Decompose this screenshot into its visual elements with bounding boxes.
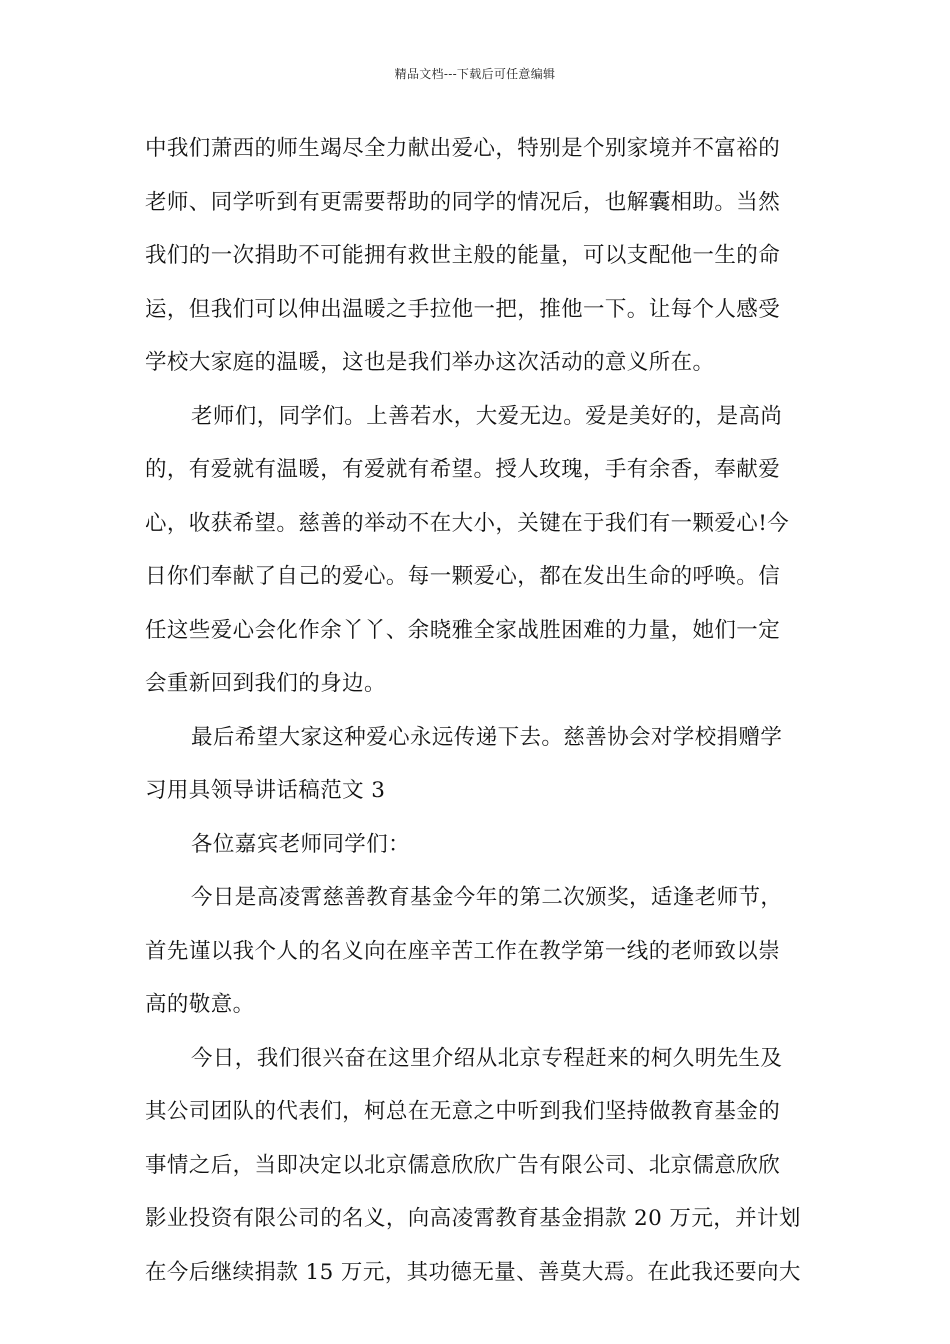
document-body <box>145 122 807 1299</box>
text-line: 学校大家庭的温暖，这也是我们举办这次活动的意义所在。 <box>145 350 715 375</box>
text-line: 中我们萧西的师生竭尽全力献出爱心，特别是个别家境并不富裕的 <box>145 136 781 161</box>
text-line: 老师、同学听到有更需要帮助的同学的情况后，也解囊相助。当然 <box>145 189 781 215</box>
text-line: 其公司团队的代表们，柯总在无意之中听到我们坚持做教育基金的 <box>145 1099 781 1124</box>
paragraph-start-line: 老师们，同学们。上善若水，大爱无边。爱是美好的，是高尚 <box>191 403 783 429</box>
text-line: 任这些爱心会化作余丫丫、余晓雅全家战胜困难的力量，她们一定 <box>145 617 781 643</box>
text-line: 首先谨以我个人的名义向在座辛苦工作在教学第一线的老师致以崇 <box>145 938 781 964</box>
text-line: 事情之后，当即决定以北京儒意欣欣广告有限公司、北京儒意欣欣 <box>145 1152 781 1178</box>
text-line: 我们的一次捐助不可能拥有救世主般的能量，可以支配他一生的命 <box>145 243 781 268</box>
page-header: 精品文档---下载后可任意编辑 <box>394 67 556 81</box>
salutation-line: 各位嘉宾老师同学们： <box>191 831 411 857</box>
text-line: 习用具领导讲话稿范文 3 <box>145 778 386 803</box>
paragraph-start-line: 最后希望大家这种爱心永远传递下去。慈善协会对学校捐赠学 <box>191 724 783 750</box>
paragraph-start-line: 今日是高凌霄慈善教育基金今年的第二次颁奖，适逢老师节， <box>191 885 783 910</box>
text-line: 的，有爱就有温暖，有爱就有希望。授人玫瑰，手有余香，奉献爱 <box>145 457 781 482</box>
text-line: 高的敬意。 <box>145 992 255 1017</box>
text-line: 心，收获希望。慈善的举动不在大小，关键在于我们有一颗爱心!今 <box>145 510 790 536</box>
text-line: 在今后继续捐款 15 万元，其功德无量、善莫大焉。在此我还要向大 <box>145 1259 801 1285</box>
paragraph-start-line: 今日，我们很兴奋在这里介绍从北京专程赶来的柯久明先生及 <box>191 1045 783 1071</box>
text-line: 会重新回到我们的身边。 <box>145 671 386 696</box>
text-line: 日你们奉献了自己的爱心。每一颗爱心，都在发出生命的呼唤。信 <box>145 564 781 589</box>
text-line: 运，但我们可以伸出温暖之手拉他一把，推他一下。让每个人感受 <box>145 296 781 322</box>
text-line: 影业投资有限公司的名义，向高凌霄教育基金捐款 20 万元，并计划 <box>145 1206 801 1231</box>
